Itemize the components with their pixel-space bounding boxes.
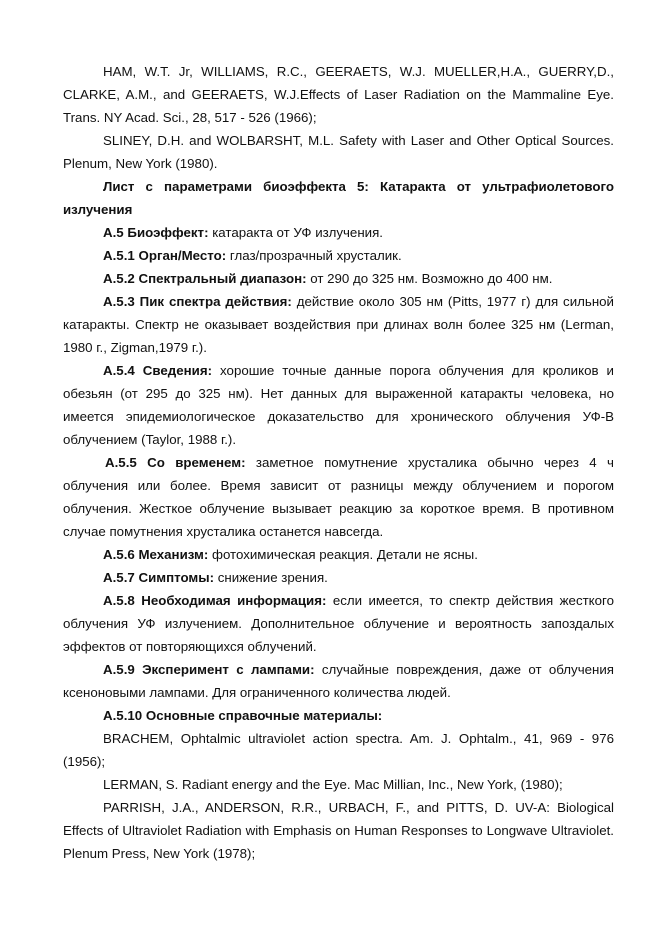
item-label: A.5.8 Необходимая информация: bbox=[103, 593, 327, 608]
item-text: заметное помутнение хрусталика обычно через 4 ч облучения или более. Время зависит от разницы между облучением и порогом облучения. Жесткое облучение вызывает реакцию за короткое время. В противном случае помутнения хрусталика останется навсегда. bbox=[63, 455, 614, 539]
heading-text: Лист с параметрами биоэффекта 5: Катаракта от ультрафиолетового излучения bbox=[63, 179, 614, 217]
item-text: если имеется, то спектр действия жесткого облучения УФ излучением. Дополнительное облучение и вероятность запоздалых эффектов от повторяющихся облучений. bbox=[63, 593, 614, 654]
item-label: A.5.4 Сведения: bbox=[103, 363, 213, 378]
reference-text: BRACHEM, Ophtalmic ultraviolet action spectra. Am. J. Ophtalm., 41, 969 - 976 (1956); bbox=[63, 731, 614, 769]
reference-brachem bbox=[63, 727, 614, 773]
item-text: от 290 до 325 нм. Возможно до 400 нм. bbox=[306, 271, 553, 286]
reference-text: LERMAN, S. Radiant energy and the Eye. Mac Millian, Inc., New York, (1980); bbox=[103, 777, 563, 792]
item-a5-4 bbox=[63, 359, 614, 451]
item-text: хорошие точные данные порога облучения для кроликов и обезьян (от 295 до 325 нм). Нет данных для выраженной катаракты человека, но имеется эпидемиологическое доказательство для хронического облучения УФ-В облучением (Taylor, 1988 г.). bbox=[63, 363, 614, 447]
item-label: A.5.5 Со временем: bbox=[105, 455, 246, 470]
reference-text: PARRISH, J.A., ANDERSON, R.R., URBACH, F., and PITTS, D. UV-A: Biological Effects of Ultraviolet Radiation with Emphasis on Human Responses to Longwave Ultraviolet. Plenum Press, New York (1978); bbox=[63, 800, 614, 861]
item-a5-8 bbox=[63, 589, 614, 658]
item-a5-7 bbox=[63, 566, 614, 589]
item-label: A.5 Биоэффект: bbox=[103, 225, 209, 240]
item-a5-3 bbox=[63, 290, 614, 359]
reference-text: HAM, W.T. Jr, WILLIAMS, R.C., GEERAETS, W.J. MUELLER,H.A., GUERRY,D., CLARKE, A.M., and GEERAETS, W.J.Effects of Laser Radiation on the Mammaline Eye. Trans. NY Acad. Sci., 28, 517 - 526 (1966); bbox=[63, 64, 614, 125]
item-text: случайные повреждения, даже от облучения ксеноновыми лампами. Для ограниченного количества людей. bbox=[63, 662, 615, 700]
reference-parrish bbox=[63, 796, 614, 865]
section-heading bbox=[63, 175, 614, 221]
item-text: снижение зрения. bbox=[214, 570, 328, 585]
item-a5-6 bbox=[63, 543, 614, 566]
item-label: A.5.6 Механизм: bbox=[103, 547, 209, 562]
item-a5-5 bbox=[63, 451, 614, 543]
reference-sliney bbox=[63, 129, 614, 175]
item-a5-1 bbox=[63, 244, 614, 267]
item-label: A.5.9 Эксперимент с лампами: bbox=[103, 662, 315, 677]
item-label: A.5.2 Спектральный диапазон: bbox=[103, 271, 307, 286]
item-label: A.5.3 Пик спектра действия: bbox=[103, 294, 292, 309]
item-text: глаз/прозрачный хрусталик. bbox=[226, 248, 402, 263]
document-page bbox=[63, 60, 614, 865]
item-a5-10 bbox=[63, 704, 614, 727]
item-label: A.5.1 Орган/Место: bbox=[103, 248, 227, 263]
item-a5 bbox=[63, 221, 614, 244]
item-label: A.5.10 Основные справочные материалы: bbox=[103, 708, 383, 723]
item-label: A.5.7 Симптомы: bbox=[103, 570, 215, 585]
reference-ham bbox=[63, 60, 614, 129]
item-a5-9 bbox=[63, 658, 614, 704]
item-text: катаракта от УФ излучения. bbox=[208, 225, 383, 240]
reference-lerman bbox=[63, 773, 614, 796]
item-a5-2 bbox=[63, 267, 614, 290]
item-text: фотохимическая реакция. Детали не ясны. bbox=[208, 547, 478, 562]
reference-text: SLINEY, D.H. and WOLBARSHT, M.L. Safety with Laser and Other Optical Sources. Plenum, New York (1980). bbox=[63, 133, 614, 171]
item-text: действие около 305 нм (Pitts, 1977 г) для сильной катаракты. Спектр не оказывает воздействия при длинах волн более 325 нм (Lerman, 1980 г., Zigman,1979 г.). bbox=[63, 294, 614, 355]
